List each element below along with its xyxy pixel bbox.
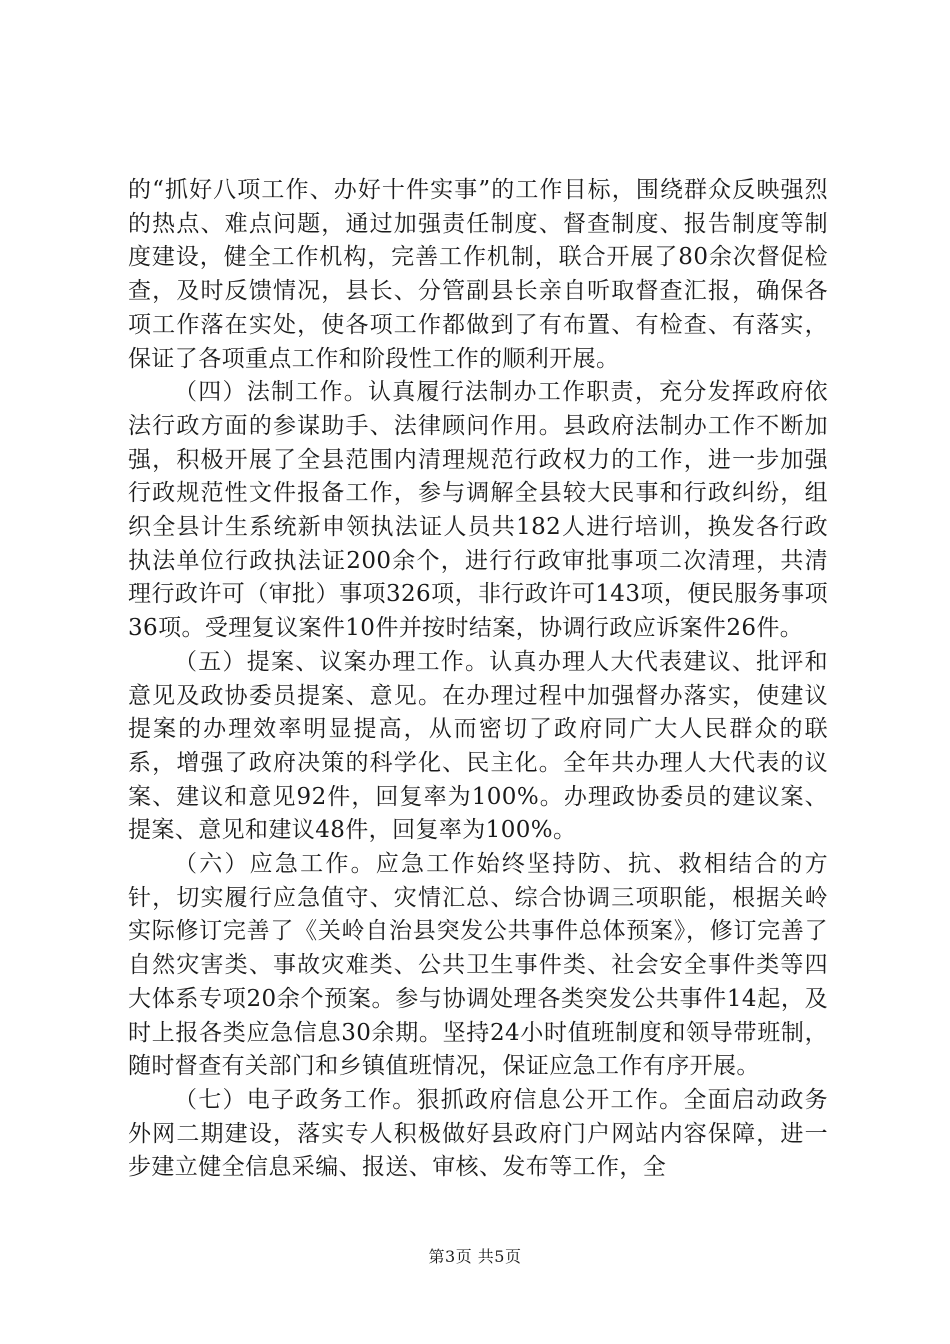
paragraph-e-government-work: （七）电子政务工作。狠抓政府信息公开工作。全面启动政务外网二期建设，落实专人积极做好县政府门户网站内容保障，进一步建立健全信息采编、报送、审核、发布等工作，全 (128, 1086, 828, 1181)
paragraph-proposals-work: （五）提案、议案办理工作。认真办理人大代表建议、批评和意见及政协委员提案、意见。在办理过程中加强督办落实，使建议提案的办理效率明显提高，从而密切了政府同广大人民群众的联系，增强了政府决策的科学化、民主化。全年共办理人大代表的议案、建议和意见92件，回复率为100%。办理政协委员的建议案、提案、意见和建议48件，回复率为100%。 (128, 648, 828, 844)
page-number-footer: 第3页 共5页 (428, 1247, 522, 1266)
document-body (128, 174, 828, 1185)
paragraph-legal-work: （四）法制工作。认真履行法制办工作职责，充分发挥政府依法行政方面的参谋助手、法律顾问作用。县政府法制办工作不断加强，积极开展了全县范围内清理规范行政权力的工作，进一步加强行政规范性文件报备工作，参与调解全县较大民事和行政纠纷，组织全县计生系统新申领执法证人员共182人进行培训，换发各行政执法单位行政执法证200余个，进行行政审批事项二次清理，共清理行政许可（审批）事项326项，非行政许可143项，便民服务事项36项。受理复议案件10件并按时结案，协调行政应诉案件26件。 (128, 379, 828, 642)
paragraph-emergency-work: （六）应急工作。应急工作始终坚持防、抗、救相结合的方针，切实履行应急值守、灾情汇总、综合协调三项职能，根据关岭实际修订完善了《关岭自治县突发公共事件总体预案》，修订完善了自然灾害类、事故灾难类、公共卫生事件类、社会安全事件类等四大体系专项20余个预案。参与协调处理各类突发公共事件14起，及时上报各类应急信息30余期。坚持24小时值班制度和领导带班制，随时督查有关部门和乡镇值班情况，保证应急工作有序开展。 (128, 851, 828, 1080)
paragraph-continued-work-goals: 的“抓好八项工作、办好十件实事”的工作目标，围绕群众反映强烈的热点、难点问题，通过加强责任制度、督查制度、报告制度等制度建设，健全工作机构，完善工作机制，联合开展了80余次督促检查，及时反馈情况，县长、分管副县长亲自听取督查汇报，确保各项工作落在实处，使各项工作都做到了有布置、有检查、有落实，保证了各项重点工作和阶段性工作的顺利开展。 (128, 177, 828, 372)
